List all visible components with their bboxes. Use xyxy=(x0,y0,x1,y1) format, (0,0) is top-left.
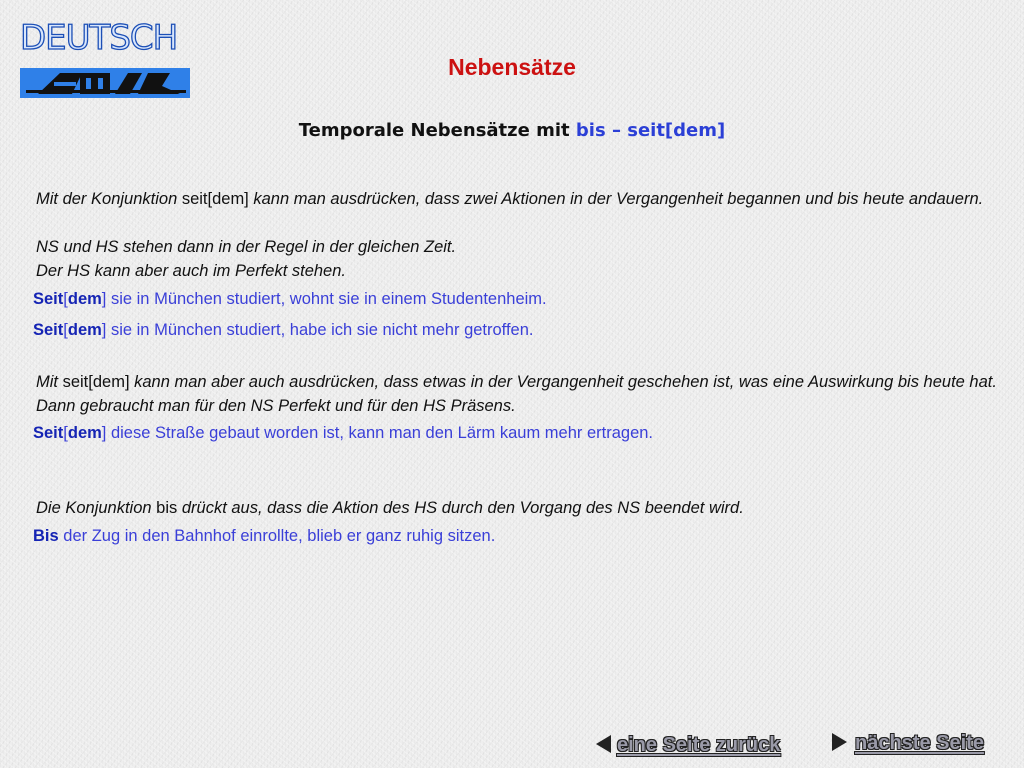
section1-intro xyxy=(36,187,1006,211)
section2-intro-conjunction: seit[dem] xyxy=(62,373,130,391)
example-keyword: dem xyxy=(67,321,102,339)
logo-title: DEUTSCH xyxy=(20,18,178,58)
example-sentence xyxy=(33,318,1003,342)
triangle-left-icon xyxy=(596,735,611,753)
section3-intro-text-1: Die Konjunktion xyxy=(36,499,157,517)
section1-intro-text-2: kann man ausdrücken, dass zwei Aktionen in der Vergangenheit begannen und bis heute andauern. xyxy=(248,190,984,208)
example-text: der Zug in den Bahnhof einrollte, blieb er ganz ruhig sitzen. xyxy=(58,527,496,545)
example-keyword: dem xyxy=(67,424,102,442)
previous-page-link[interactable] xyxy=(596,731,780,759)
next-page-link[interactable] xyxy=(832,729,984,757)
example-bracket: [ xyxy=(63,321,68,339)
example-keyword: Bis xyxy=(33,527,59,545)
triangle-right-icon xyxy=(832,733,847,751)
section1-line3: Der HS kann aber auch im Perfekt stehen. xyxy=(36,262,346,280)
section3-intro-text-2: drückt aus, dass die Aktion des HS durch den Vorgang des NS beendet wird. xyxy=(177,499,744,517)
previous-page-label: eine Seite zurück xyxy=(617,734,781,756)
subtitle xyxy=(0,118,1024,144)
example-keyword: Seit xyxy=(33,290,64,308)
example-text: ] diese Straße gebaut worden ist, kann man den Lärm kaum mehr ertragen. xyxy=(101,424,653,442)
page-title: Nebensätze xyxy=(448,54,576,80)
example-bracket: [ xyxy=(63,290,68,308)
section3-intro-conjunction: bis xyxy=(156,499,178,517)
subtitle-prefix: Temporale Nebensätze mit xyxy=(298,120,576,141)
section1-line2: NS und HS stehen dann in der Regel in der gleichen Zeit. xyxy=(36,238,457,256)
section1-intro-conjunction: seit[dem] xyxy=(181,190,249,208)
example-keyword: Seit xyxy=(33,424,64,442)
section2-intro-text-1: Mit xyxy=(36,373,63,391)
section1-intro-text-1: Mit der Konjunktion xyxy=(36,190,182,208)
example-text: ] sie in München studiert, wohnt sie in einem Studentenheim. xyxy=(101,290,547,308)
subtitle-keyword: bis – seit[dem] xyxy=(575,120,726,141)
example-bracket: [ xyxy=(63,424,68,442)
section2-intro-text-2: kann man aber auch ausdrücken, dass etwas in der Vergangenheit geschehen ist, was eine Auswirkung bis heute hat. Dann gebraucht man für den NS Perfekt und für den HS Präsens. xyxy=(36,373,997,415)
example-keyword: dem xyxy=(67,290,102,308)
example-text: ] sie in München studiert, habe ich sie nicht mehr getroffen. xyxy=(101,321,534,339)
section3-intro xyxy=(36,496,1006,520)
example-sentence xyxy=(33,524,1003,548)
example-sentence xyxy=(33,287,1003,311)
example-keyword: Seit xyxy=(33,321,64,339)
example-sentence xyxy=(33,421,1003,445)
section2-intro xyxy=(36,370,1006,418)
next-page-label: nächste Seite xyxy=(855,732,984,754)
